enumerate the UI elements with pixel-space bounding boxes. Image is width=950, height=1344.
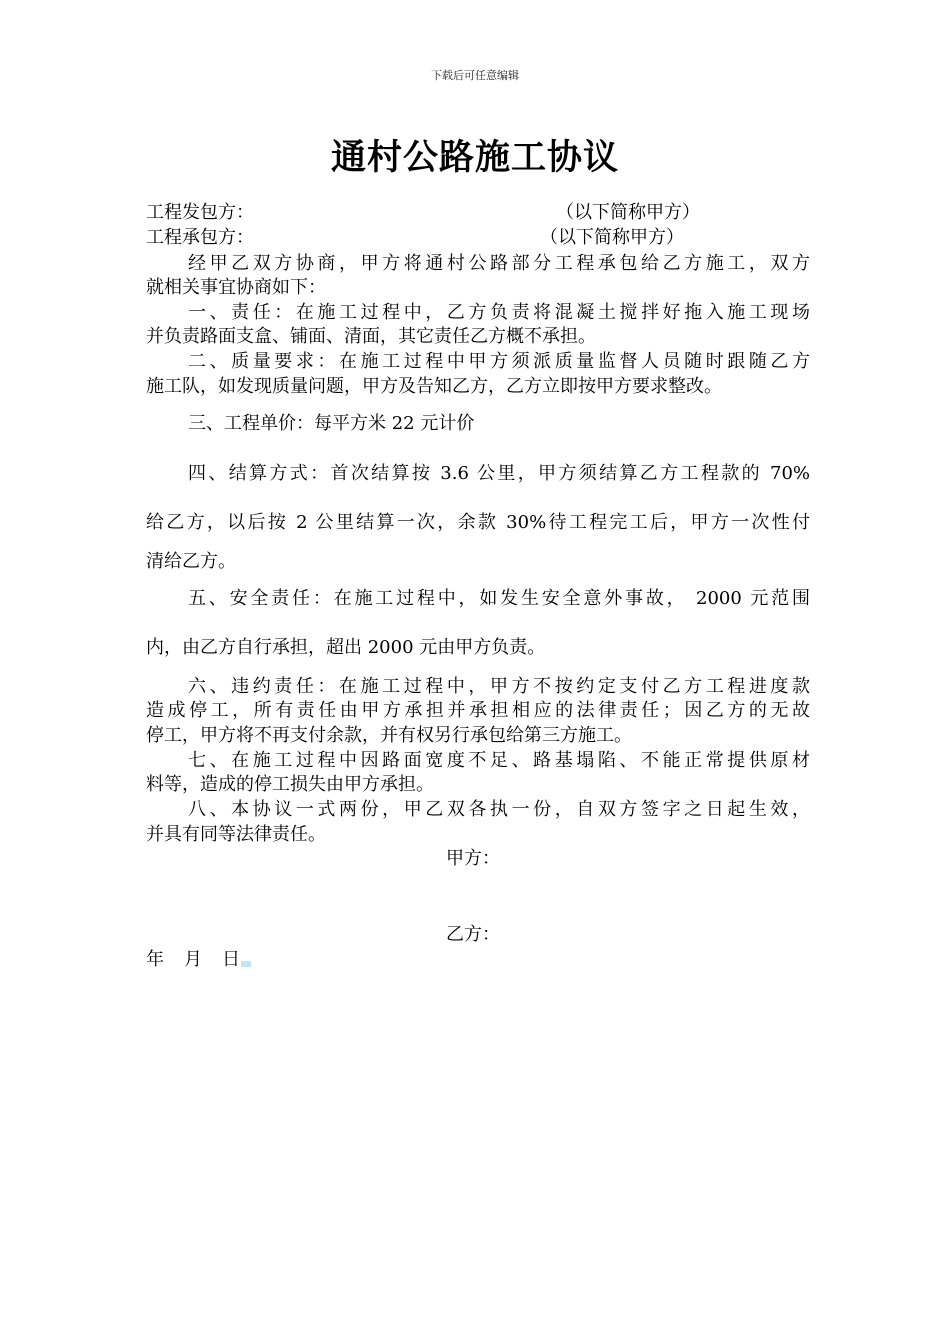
date-day: 日: [222, 949, 240, 970]
clause-1-line-2: 并负责路面支盒、铺面、清面，其它责任乙方概不承担。: [146, 326, 596, 347]
date-month: 月: [184, 949, 202, 970]
date-year: 年: [146, 949, 164, 970]
document-title: 通村公路施工协议: [330, 137, 619, 178]
clause-6-line-1: 六、违约责任：在施工过程中，甲方不按约定支付乙方工程进度款: [188, 676, 810, 697]
clause-3-line-1: 三、工程单价：每平方米 22 元计价: [188, 413, 475, 434]
clause-8-line-1: 八、本协议一式两份，甲乙双各执一份，自双方签字之日起生效，: [188, 799, 810, 820]
clause-2-line-2: 施工队，如发现质量问题，甲方及告知乙方，乙方立即按甲方要求整改。: [146, 376, 722, 397]
clause-4-line-3: 清给乙方。: [146, 551, 236, 572]
clause-7-line-2: 料等，造成的停工损失由甲方承担。: [146, 774, 434, 795]
clause-5-line-1: 五、安全责任：在施工过程中，如发生安全意外事故， 2000 元范围: [188, 588, 810, 609]
clause-4-line-1: 四、结算方式：首次结算按 3.6 公里，甲方须结算乙方工程款的 70%: [188, 463, 810, 484]
clause-1-line-1: 一、责任：在施工过程中，乙方负责将混凝土搅拌好拖入施工现场: [188, 302, 810, 323]
clause-6-line-2: 造成停工，所有责任由甲方承担并承担相应的法律责任；因乙方的无故: [146, 700, 810, 721]
employer-label: 工程发包方：: [146, 202, 254, 223]
clause-4-line-2: 给乙方，以后按 2 公里结算一次，余款 30%待工程完工后，甲方一次性付: [146, 512, 810, 533]
intro-line-1: 经甲乙双方协商，甲方将通村公路部分工程承包给乙方施工，双方: [188, 253, 810, 274]
party-b-signature-label: 乙方：: [446, 924, 500, 945]
clause-2-line-1: 二、质量要求：在施工过程中甲方须派质量监督人员随时跟随乙方: [188, 351, 810, 372]
date-line: [146, 948, 251, 972]
contractor-label: 工程承包方：: [146, 227, 254, 248]
contractor-note: （以下简称甲方）: [540, 227, 684, 248]
clause-8-line-2: 并具有同等法律责任。: [146, 824, 326, 845]
header-note: 下载后可任意编辑: [431, 69, 519, 82]
text-cursor-marker: [241, 961, 251, 967]
clause-5-line-2: 内，由乙方自行承担，超出 2000 元由甲方负责。: [146, 637, 546, 658]
clause-7-line-1: 七、在施工过程中因路面宽度不足、路基塌陷、不能正常提供原材: [188, 750, 810, 771]
clause-6-line-3: 停工，甲方将不再支付余款，并有权另行承包给第三方施工。: [146, 725, 632, 746]
intro-line-2: 就相关事宜协商如下：: [146, 277, 326, 298]
employer-note: （以下简称甲方）: [556, 202, 700, 223]
party-a-signature-label: 甲方：: [446, 848, 500, 869]
